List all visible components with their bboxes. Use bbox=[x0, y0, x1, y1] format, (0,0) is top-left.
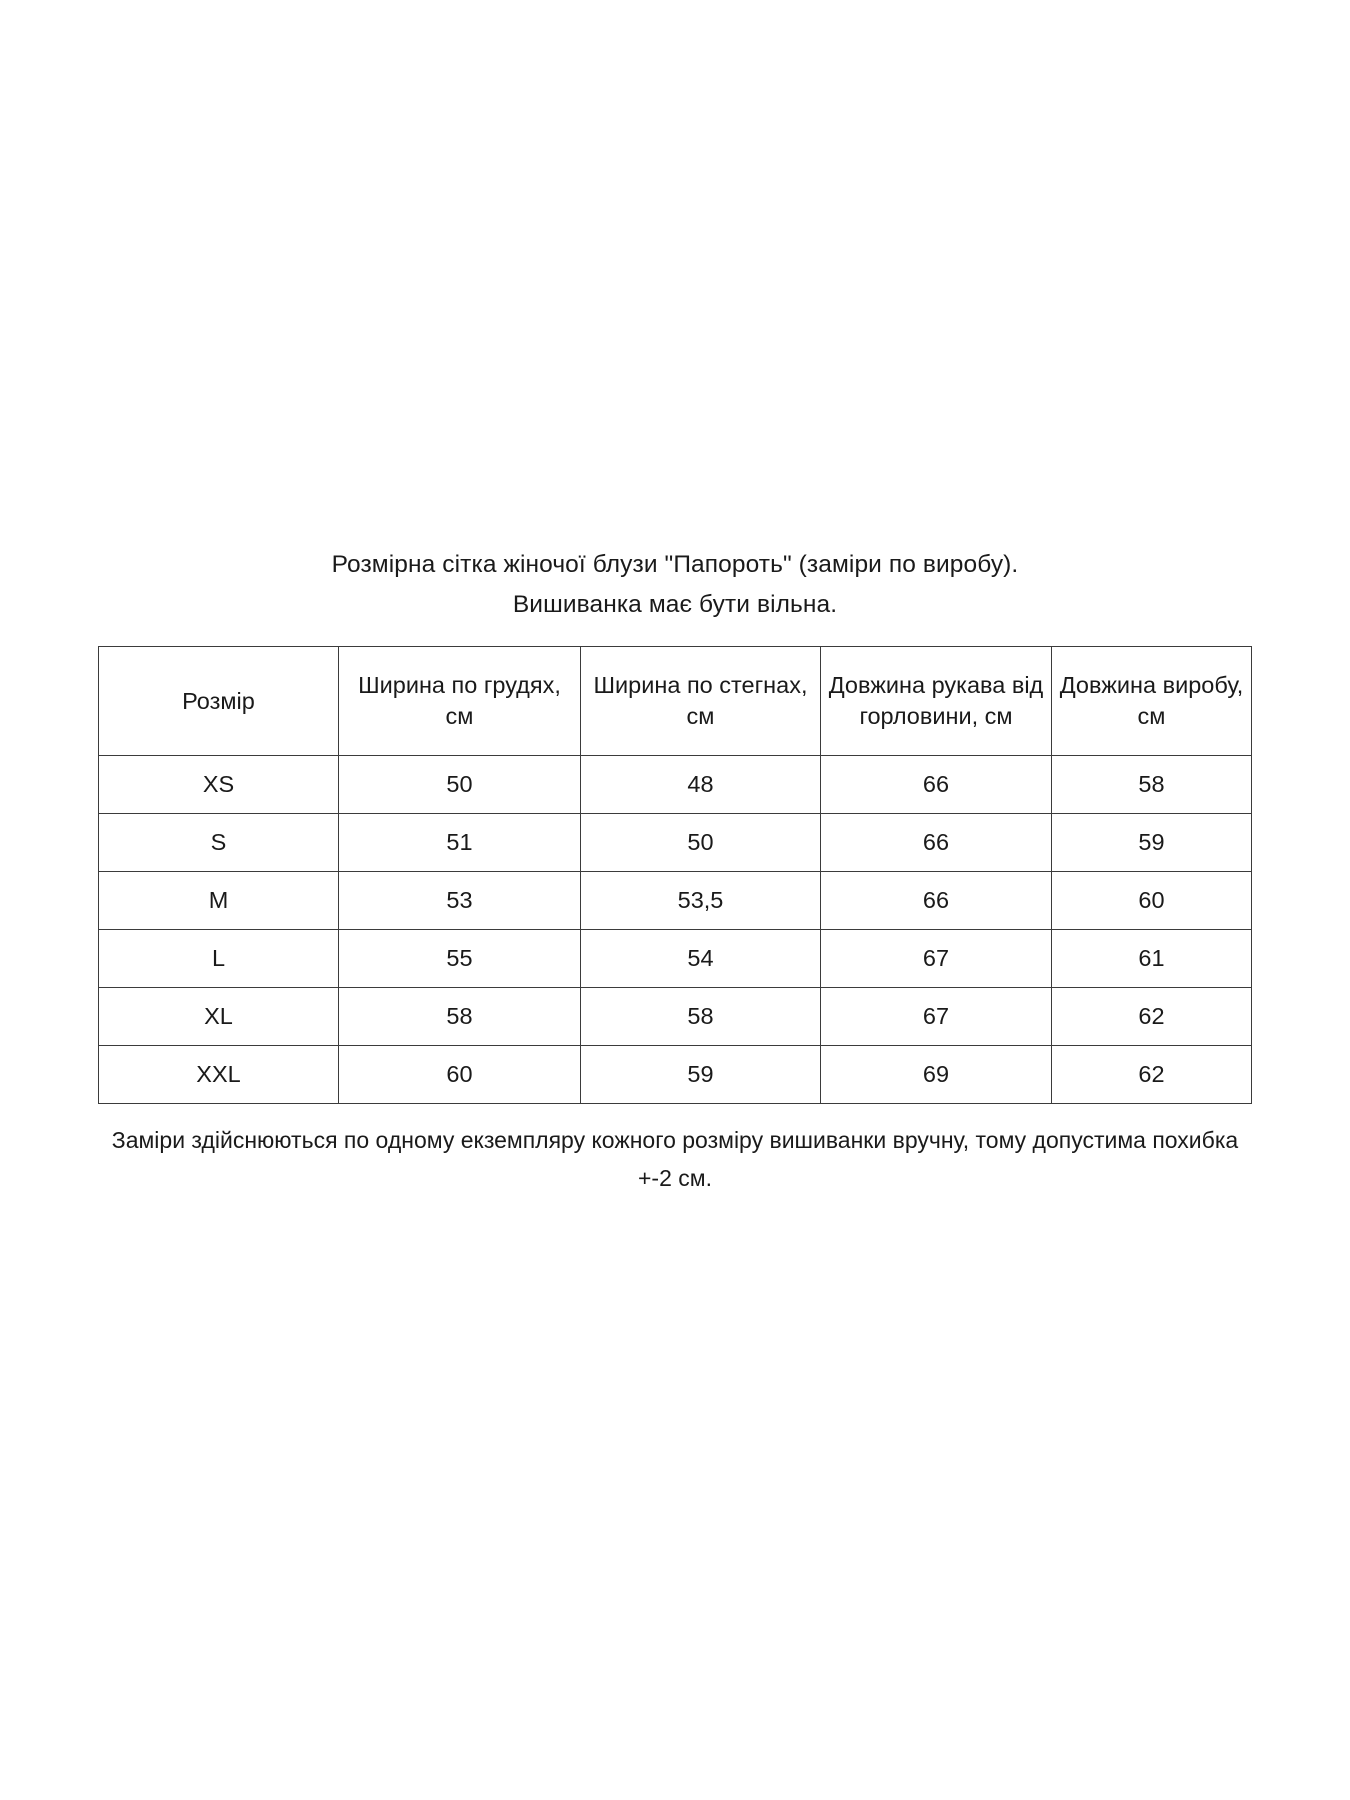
cell-hips: 59 bbox=[581, 1046, 821, 1104]
cell-hips: 50 bbox=[581, 814, 821, 872]
cell-size: XXL bbox=[99, 1046, 339, 1104]
cell-length: 62 bbox=[1052, 988, 1252, 1046]
cell-hips: 53,5 bbox=[581, 872, 821, 930]
cell-size: XS bbox=[99, 756, 339, 814]
cell-chest: 53 bbox=[339, 872, 581, 930]
table-row bbox=[99, 814, 1252, 872]
cell-size: M bbox=[99, 872, 339, 930]
title-line-secondary: Вишиванка має бути вільна. bbox=[512, 590, 838, 618]
cell-length: 59 bbox=[1052, 814, 1252, 872]
cell-chest: 51 bbox=[339, 814, 581, 872]
cell-chest: 58 bbox=[339, 988, 581, 1046]
cell-sleeve: 66 bbox=[821, 872, 1052, 930]
table-row bbox=[99, 1046, 1252, 1104]
cell-length: 60 bbox=[1052, 872, 1252, 930]
cell-hips: 58 bbox=[581, 988, 821, 1046]
column-header-chest-width: Ширина по грудях, см bbox=[339, 647, 581, 756]
cell-size: XL bbox=[99, 988, 339, 1046]
cell-chest: 60 bbox=[339, 1046, 581, 1104]
cell-sleeve: 67 bbox=[821, 988, 1052, 1046]
table-row bbox=[99, 930, 1252, 988]
cell-length: 61 bbox=[1052, 930, 1252, 988]
table-row bbox=[99, 872, 1252, 930]
cell-sleeve: 66 bbox=[821, 814, 1052, 872]
column-header-sleeve-length: Довжина рукава від горловини, см bbox=[821, 647, 1052, 756]
table-header-row bbox=[99, 647, 1252, 756]
cell-size: L bbox=[99, 930, 339, 988]
size-chart-container bbox=[90, 545, 1260, 1197]
table-row bbox=[99, 756, 1252, 814]
cell-hips: 54 bbox=[581, 930, 821, 988]
cell-sleeve: 66 bbox=[821, 756, 1052, 814]
column-header-hip-width: Ширина по стегнах, см bbox=[581, 647, 821, 756]
cell-hips: 48 bbox=[581, 756, 821, 814]
cell-size: S bbox=[99, 814, 339, 872]
cell-length: 62 bbox=[1052, 1046, 1252, 1104]
column-header-size: Розмір bbox=[99, 647, 339, 756]
cell-sleeve: 69 bbox=[821, 1046, 1052, 1104]
title-line-primary: Розмірна сітка жіночої блузи "Папороть" (заміри по виробу). bbox=[331, 551, 1019, 578]
cell-length: 58 bbox=[1052, 756, 1252, 814]
size-table bbox=[98, 646, 1252, 1104]
cell-chest: 50 bbox=[339, 756, 581, 814]
page-title bbox=[90, 545, 1260, 624]
cell-sleeve: 67 bbox=[821, 930, 1052, 988]
column-header-product-length: Довжина виробу, см bbox=[1052, 647, 1252, 756]
table-row bbox=[99, 988, 1252, 1046]
cell-chest: 55 bbox=[339, 930, 581, 988]
measurement-disclaimer: Заміри здійснюються по одному екземпляру кожного розміру вишиванки вручну, тому допустима похибка +-2 см. bbox=[111, 1127, 1239, 1191]
